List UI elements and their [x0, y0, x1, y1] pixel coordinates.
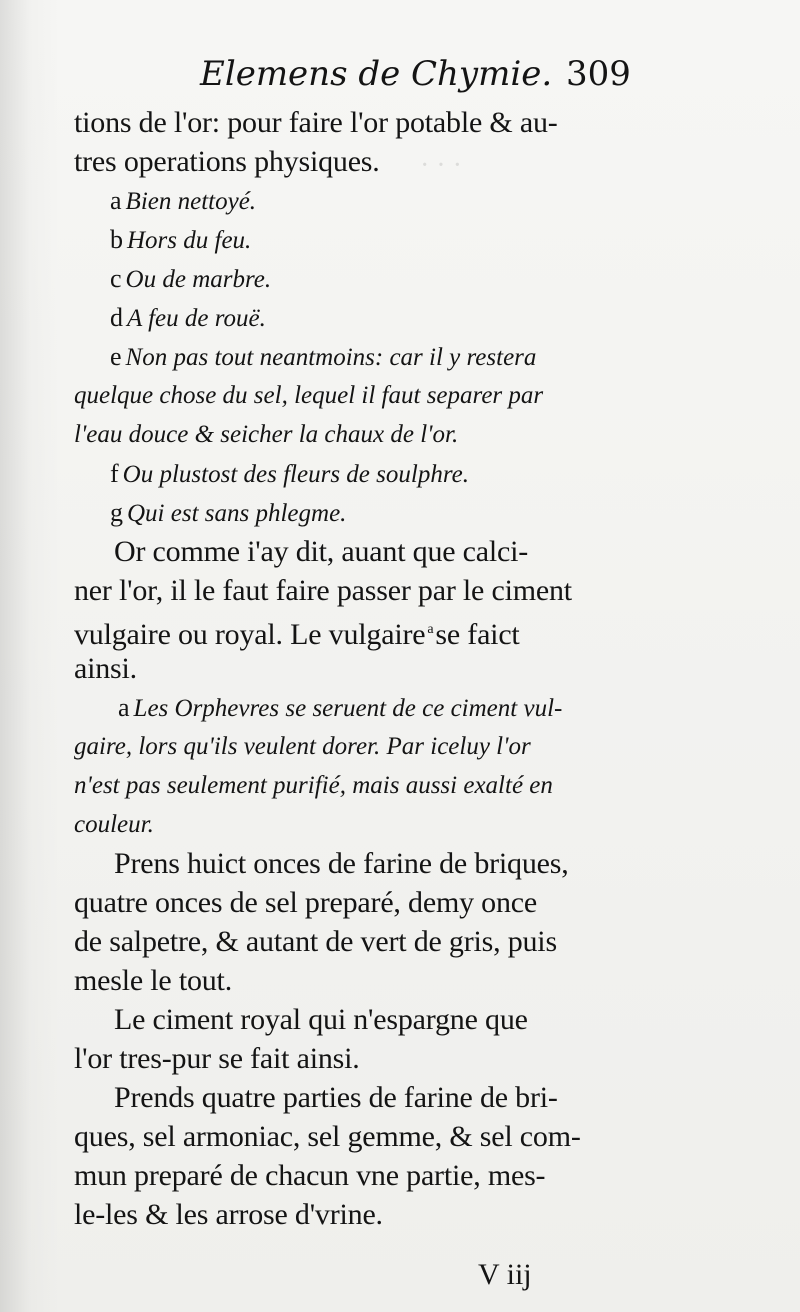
- line-text: l'eau douce & seicher la chaux de l'or.: [74, 421, 459, 448]
- note-letter: c: [110, 264, 122, 293]
- line-text: ques, sel armoniac, sel gemme, & sel com-: [74, 1120, 581, 1153]
- line-text: vulgaire ou royal. Le vulgaire: [74, 618, 426, 651]
- line-text: tions de l'or: pour faire l'or potable & au-: [74, 106, 558, 139]
- line-text: Hors du feu.: [127, 227, 252, 254]
- note-line: [74, 688, 654, 727]
- line-text: ner l'or, il le faut faire passer par le ciment: [74, 574, 572, 607]
- text-line: [74, 103, 654, 142]
- note-line: [74, 220, 654, 259]
- note-line: [74, 181, 654, 220]
- note-line: [74, 337, 654, 376]
- text-line: [74, 571, 654, 610]
- note-letter: f: [110, 459, 119, 488]
- note-letter: a: [118, 693, 130, 722]
- show-through-texture: · · ·: [420, 150, 462, 181]
- line-text: quelque chose du sel, lequel il faut separer par: [74, 382, 544, 409]
- text-line: [74, 844, 654, 883]
- text-line: [74, 532, 654, 571]
- text-line: [74, 1156, 654, 1195]
- line-text: Or comme i'ay dit, auant que calci-: [114, 535, 529, 568]
- text-line: [74, 1195, 654, 1234]
- line-text: n'est pas seulement purifié, mais aussi exalté en: [74, 772, 553, 799]
- line-text: le-les & les arrose d'vrine.: [74, 1198, 383, 1231]
- note-letter: g: [110, 498, 123, 527]
- line-text: de salpetre, & autant de vert de gris, puis: [74, 925, 557, 958]
- note-letter: a: [110, 186, 122, 215]
- note-line: [74, 805, 654, 844]
- body-text: [74, 103, 654, 1234]
- note-line: [74, 298, 654, 337]
- note-letter: d: [110, 303, 123, 332]
- note-line: [74, 376, 654, 415]
- note-line: [74, 727, 654, 766]
- footnote-marker: a: [427, 622, 434, 637]
- text-line: [74, 1117, 654, 1156]
- text-line: [74, 961, 654, 1000]
- line-text-continued: se faict: [435, 618, 520, 651]
- line-text: ainsi.: [74, 652, 137, 685]
- text-line: [74, 142, 654, 181]
- page-number: 309: [566, 54, 631, 94]
- note-line: [74, 259, 654, 298]
- note-line: [74, 415, 654, 454]
- line-text: quatre onces de sel preparé, demy once: [74, 886, 538, 919]
- line-text: A feu de rouë.: [127, 305, 266, 332]
- text-line: [74, 649, 654, 688]
- text-line: [74, 883, 654, 922]
- line-text: Prens huict onces de farine de briques,: [114, 847, 569, 880]
- line-text: Non pas tout neantmoins: car il y restera: [125, 344, 537, 371]
- line-text: mun preparé de chacun vne partie, mes-: [74, 1159, 546, 1192]
- line-text: gaire, lors qu'ils veulent dorer. Par iceluy l'or: [74, 733, 531, 760]
- line-text: tres operations physiques.: [74, 145, 380, 178]
- text-line: [74, 922, 654, 961]
- line-text: Prends quatre parties de farine de bri-: [114, 1081, 558, 1114]
- line-text: Les Orphevres se seruent de ce ciment vul-: [133, 695, 563, 722]
- line-text: Bien nettoyé.: [125, 188, 257, 215]
- note-letter: b: [110, 225, 123, 254]
- note-line: [74, 766, 654, 805]
- note-line: [74, 454, 654, 493]
- line-text: couleur.: [74, 811, 154, 838]
- text-line: [74, 1078, 654, 1117]
- line-text: Le ciment royal qui n'espargne que: [114, 1003, 528, 1036]
- text-line: [74, 1000, 654, 1039]
- line-text: Ou plustost des fleurs de soulphre.: [122, 461, 469, 488]
- line-text: l'or tres-pur se fait ainsi.: [74, 1042, 360, 1075]
- text-line: [74, 1039, 654, 1078]
- note-letter: e: [110, 342, 122, 371]
- line-text: mesle le tout.: [74, 964, 232, 997]
- signature-mark: V iij: [478, 1258, 532, 1291]
- line-text: Qui est sans phlegme.: [127, 500, 347, 527]
- running-title: Elemens de Chymie.: [200, 54, 553, 94]
- line-text: Ou de marbre.: [125, 266, 272, 293]
- note-line: [74, 493, 654, 532]
- text-line: [74, 610, 654, 649]
- page-header: [0, 50, 800, 110]
